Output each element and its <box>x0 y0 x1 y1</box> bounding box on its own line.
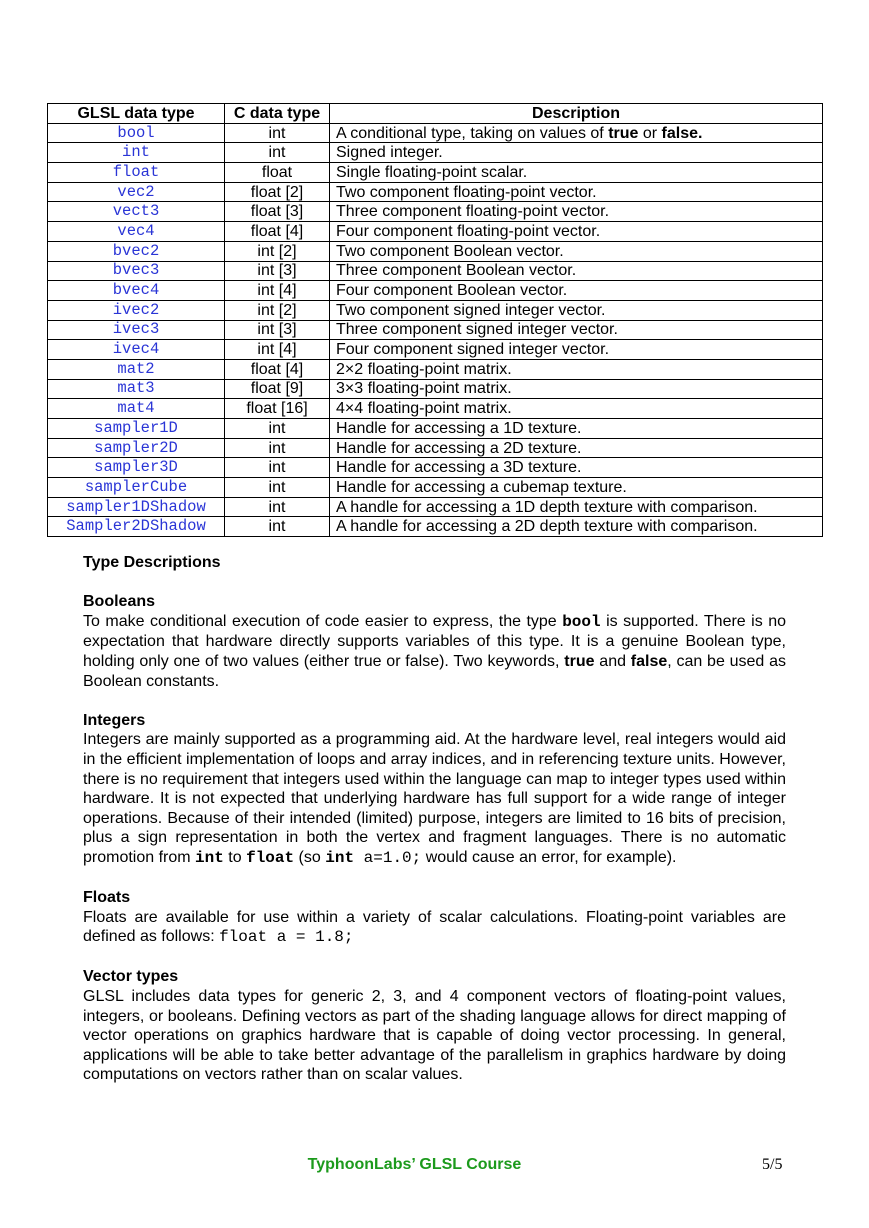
glsl-type-cell: bvec3 <box>48 261 225 281</box>
table-row <box>48 241 823 261</box>
glsl-types-table <box>47 103 823 537</box>
floats-heading: Floats <box>83 889 131 907</box>
glsl-type-cell: ivec3 <box>48 320 225 340</box>
header-glsl-type: GLSL data type <box>48 104 225 124</box>
glsl-type-cell: bool <box>48 123 225 143</box>
table-row <box>48 379 823 399</box>
c-type-cell: float [2] <box>225 182 330 202</box>
table-row <box>48 497 823 517</box>
description-cell: Four component Boolean vector. <box>330 281 823 301</box>
description-cell: Three component signed integer vector. <box>330 320 823 340</box>
glsl-type-cell: int <box>48 143 225 163</box>
c-type-cell: int [3] <box>225 261 330 281</box>
glsl-type-cell: mat3 <box>48 379 225 399</box>
glsl-type-cell: sampler3D <box>48 458 225 478</box>
table-row <box>48 123 823 143</box>
c-type-cell: int <box>225 458 330 478</box>
table-header-row <box>48 104 823 124</box>
c-type-cell: int [4] <box>225 340 330 360</box>
table-row <box>48 300 823 320</box>
glsl-type-cell: bvec4 <box>48 281 225 301</box>
table-row <box>48 458 823 478</box>
description-cell: Single floating-point scalar. <box>330 163 823 183</box>
glsl-type-cell: ivec2 <box>48 300 225 320</box>
table-row <box>48 281 823 301</box>
glsl-type-cell: float <box>48 163 225 183</box>
table-row <box>48 478 823 498</box>
table-row <box>48 163 823 183</box>
description-cell: A handle for accessing a 2D depth texture with comparison. <box>330 517 823 537</box>
table-row <box>48 143 823 163</box>
document-body <box>83 553 786 1085</box>
c-type-cell: int [2] <box>225 300 330 320</box>
table-row <box>48 359 823 379</box>
table-row <box>48 261 823 281</box>
header-c-type: C data type <box>225 104 330 124</box>
glsl-type-cell: vec2 <box>48 182 225 202</box>
description-cell: Handle for accessing a cubemap texture. <box>330 478 823 498</box>
glsl-type-cell: ivec4 <box>48 340 225 360</box>
description-cell: Three component Boolean vector. <box>330 261 823 281</box>
glsl-type-cell: mat2 <box>48 359 225 379</box>
table-row <box>48 202 823 222</box>
header-description: Description <box>330 104 823 124</box>
vector-types-heading: Vector types <box>83 968 179 986</box>
description-cell: Four component floating-point vector. <box>330 222 823 242</box>
integers-paragraph: Integers are mainly supported as a programming aid. At the hardware level, real integers would aid in the efficient implementation of loops and array indices, and in referencing texture units. However, there is no requirement that integers used within the language can map to integer types used within hardware. It is not expected that underlying hardware has full support for a wide range of integer operations. Because of their intended (limited) purpose, integers are limited to 16 bits of precision, plus a sign representation in both the vertex and fragment languages. There is no automatic promotion from int to float (so int a=1.0; would cause an error, for example). <box>83 731 786 867</box>
c-type-cell: int [4] <box>225 281 330 301</box>
glsl-type-cell: sampler2D <box>48 438 225 458</box>
c-type-cell: int [2] <box>225 241 330 261</box>
description-cell: Four component signed integer vector. <box>330 340 823 360</box>
glsl-type-cell: sampler1D <box>48 419 225 439</box>
c-type-cell: int <box>225 497 330 517</box>
c-type-cell: int <box>225 517 330 537</box>
c-type-cell: int <box>225 123 330 143</box>
description-cell: 3×3 floating-point matrix. <box>330 379 823 399</box>
table-row <box>48 222 823 242</box>
table-row <box>48 517 823 537</box>
description-cell: 2×2 floating-point matrix. <box>330 359 823 379</box>
c-type-cell: float [4] <box>225 222 330 242</box>
c-type-cell: float [4] <box>225 359 330 379</box>
floats-paragraph: Floats are available for use within a variety of scalar calculations. Floating-point variables are defined as follows: float a = 1.8; <box>83 908 786 947</box>
table-row <box>48 438 823 458</box>
description-cell: Two component signed integer vector. <box>330 300 823 320</box>
description-cell: A handle for accessing a 1D depth texture with comparison. <box>330 497 823 517</box>
table-row <box>48 340 823 360</box>
table-row <box>48 399 823 419</box>
description-cell: Two component Boolean vector. <box>330 241 823 261</box>
booleans-heading: Booleans <box>83 593 156 611</box>
description-cell: Two component floating-point vector. <box>330 182 823 202</box>
description-cell: Three component floating-point vector. <box>330 202 823 222</box>
c-type-cell: int <box>225 478 330 498</box>
table-row <box>48 419 823 439</box>
glsl-type-cell: sampler1DShadow <box>48 497 225 517</box>
description-cell: Signed integer. <box>330 143 823 163</box>
booleans-paragraph: To make conditional execution of code easier to express, the type bool is supported. There is no expectation that hardware directly supports variables of this type. It is a genuine Boolean type, holding only one of two values (either true or false). Two keywords, true and false, can be used as Boolean constants. <box>83 612 787 690</box>
c-type-cell: int <box>225 438 330 458</box>
description-cell: Handle for accessing a 1D texture. <box>330 419 823 439</box>
description-cell: A conditional type, taking on values of true or false. <box>330 123 823 143</box>
c-type-cell: float [3] <box>225 202 330 222</box>
c-type-cell: int [3] <box>225 320 330 340</box>
vector-types-paragraph: GLSL includes data types for generic 2, 3, and 4 component vectors of floating-point values, integers, or booleans. Defining vectors as part of the shading language allows for direct mapping of vector operations on graphics hardware that is capable of doing vector processing. In general, applications will be able to take better advantage of the parallelism in graphics hardware by doing computations on vectors rather than on scalar values. <box>83 988 786 1084</box>
c-type-cell: int <box>225 143 330 163</box>
glsl-type-cell: bvec2 <box>48 241 225 261</box>
type-descriptions-heading: Type Descriptions <box>83 554 221 571</box>
footer-page-number: 5/5 <box>762 1156 783 1173</box>
c-type-cell: int <box>225 419 330 439</box>
glsl-type-cell: vec4 <box>48 222 225 242</box>
glsl-type-cell: samplerCube <box>48 478 225 498</box>
c-type-cell: float [9] <box>225 379 330 399</box>
description-cell: Handle for accessing a 3D texture. <box>330 458 823 478</box>
glsl-type-cell: mat4 <box>48 399 225 419</box>
integers-heading: Integers <box>83 711 146 729</box>
description-cell: 4×4 floating-point matrix. <box>330 399 823 419</box>
glsl-type-cell: vect3 <box>48 202 225 222</box>
footer-course-title: TyphoonLabs’ GLSL Course <box>307 1156 522 1173</box>
table-row <box>48 320 823 340</box>
description-cell: Handle for accessing a 2D texture. <box>330 438 823 458</box>
c-type-cell: float [16] <box>225 399 330 419</box>
glsl-type-cell: Sampler2DShadow <box>48 517 225 537</box>
c-type-cell: float <box>225 163 330 183</box>
table-row <box>48 182 823 202</box>
